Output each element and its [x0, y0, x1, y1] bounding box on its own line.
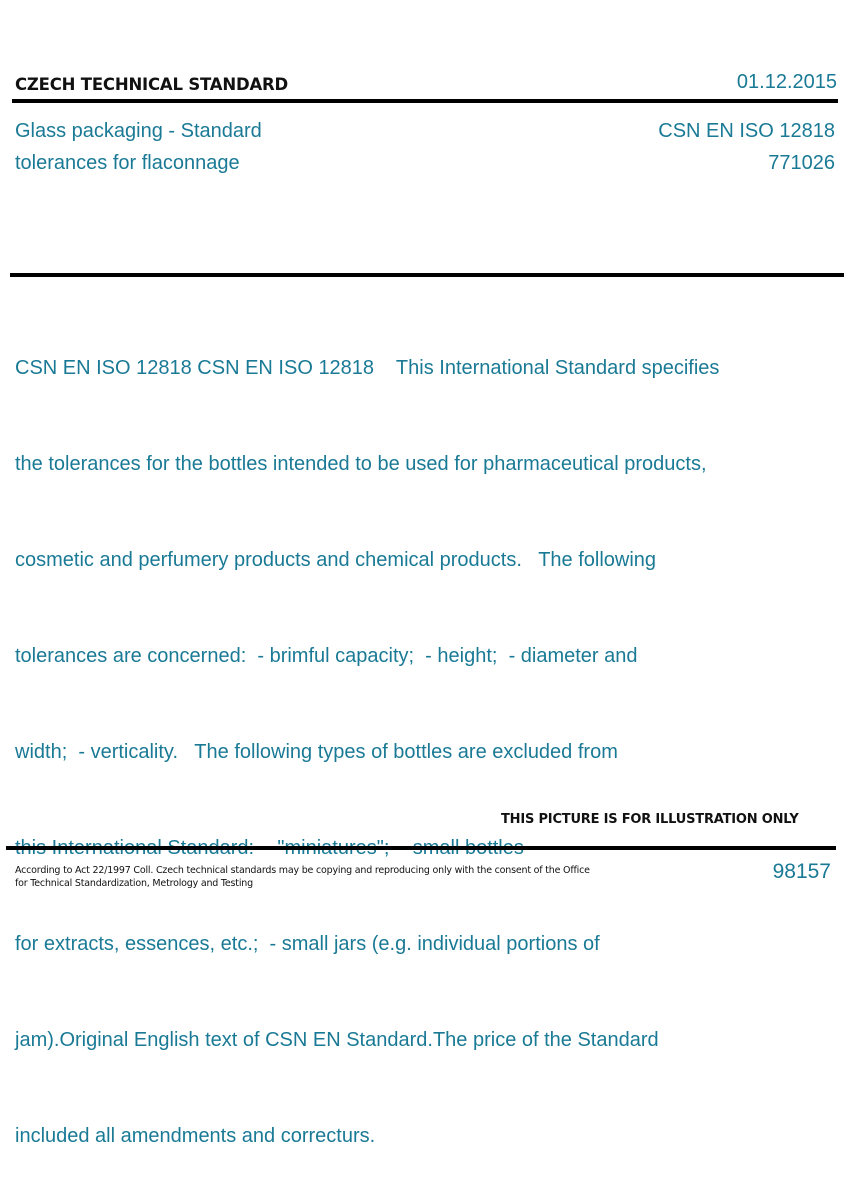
middle-divider	[10, 273, 844, 277]
description-line: width; - verticality. The following types of bottles are excluded from	[15, 741, 618, 763]
standard-title	[15, 115, 262, 179]
standard-title-line: tolerances for flaconnage	[15, 152, 240, 174]
copyright-line: According to Act 22/1997 Coll. Czech technical standards may be copying and reproducing only with the consent of the Office	[15, 865, 590, 876]
description-line: cosmetic and perfumery products and chemical products. The following	[15, 549, 657, 571]
copyright-notice	[15, 864, 590, 890]
illustration-disclaimer: THIS PICTURE IS FOR ILLUSTRATION ONLY	[501, 812, 799, 827]
document-type-heading: CZECH TECHNICAL STANDARD	[15, 75, 289, 94]
description-line: for extracts, essences, etc.; - small jars (e.g. individual portions of	[15, 933, 600, 955]
issue-date: 01.12.2015	[736, 71, 837, 93]
description-line: CSN EN ISO 12818 CSN EN ISO 12818 This International Standard specifies	[15, 357, 720, 379]
standard-identifiers	[658, 115, 835, 179]
description-line: the tolerances for the bottles intended to be used for pharmaceutical products,	[15, 453, 707, 475]
bottom-divider	[6, 846, 836, 850]
standard-title-line: Glass packaging - Standard	[15, 120, 262, 142]
copyright-line: for Technical Standardization, Metrology and Testing	[15, 878, 253, 889]
description-line: jam).Original English text of CSN EN Standard.The price of the Standard	[15, 1029, 659, 1051]
catalog-number: 98157	[772, 860, 831, 883]
standard-code: CSN EN ISO 12818	[658, 120, 835, 142]
standard-description	[15, 288, 719, 1184]
description-line: included all amendments and correcturs.	[15, 1125, 376, 1147]
top-divider	[12, 99, 838, 103]
description-line: tolerances are concerned: - brimful capacity; - height; - diameter and	[15, 645, 638, 667]
class-number: 771026	[768, 152, 835, 174]
